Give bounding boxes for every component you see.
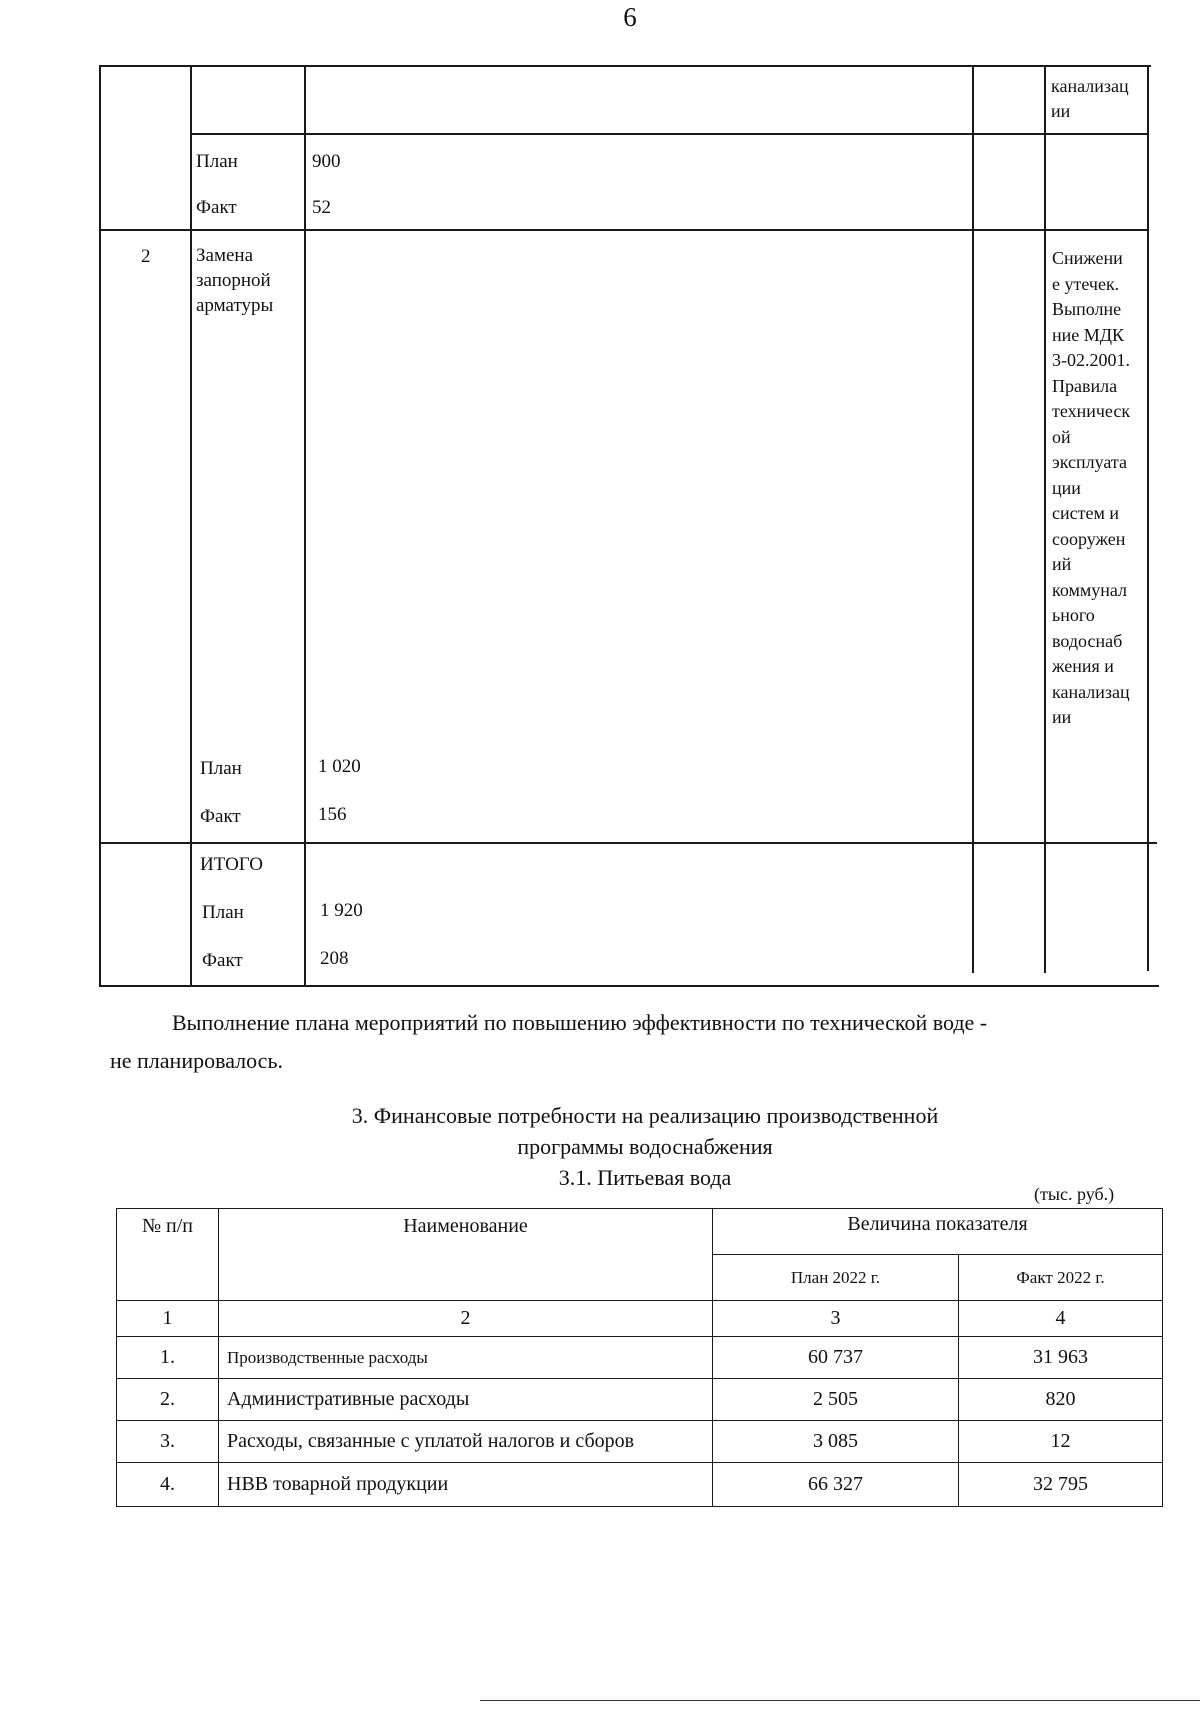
finance-table <box>116 1208 1163 1507</box>
note-line: ой <box>1052 426 1071 447</box>
table-col-divider <box>304 65 306 987</box>
row2-plan-label: План <box>200 758 242 779</box>
note-line: сооружен <box>1052 528 1126 549</box>
row2-fact-label: Факт <box>200 806 241 827</box>
note-line: эксплуата <box>1052 452 1127 472</box>
total-fact-value: 208 <box>320 948 349 969</box>
note-line: канализац <box>1052 681 1130 702</box>
note-line: ий <box>1052 554 1072 574</box>
table-border-left <box>99 65 101 987</box>
table-row-divider <box>99 842 1157 844</box>
total-label: ИТОГО <box>200 854 264 875</box>
column-number: 3 <box>713 1301 959 1337</box>
note-line: ии <box>1052 707 1072 727</box>
table-border-bottom <box>99 985 1159 987</box>
row-name: Производственные расходы <box>219 1337 713 1379</box>
table-row <box>117 1337 1163 1379</box>
row1-plan-value: 900 <box>312 151 341 172</box>
row-num: 1. <box>117 1337 219 1379</box>
finance-header-row <box>117 1209 1163 1255</box>
table-row <box>117 1421 1163 1463</box>
note-line: коммунал <box>1052 579 1128 600</box>
row-num: 2. <box>117 1379 219 1421</box>
row-plan: 66 327 <box>713 1463 959 1507</box>
table-border-top <box>99 65 1151 67</box>
note-line: ьного <box>1052 605 1095 625</box>
row-name: Расходы, связанные с уплатой налогов и сборов <box>219 1421 713 1463</box>
table-row-divider <box>190 133 1149 135</box>
note-line: Выполне <box>1052 299 1122 319</box>
row1-plan-label: План <box>196 151 238 172</box>
column-numbers-row <box>117 1301 1163 1337</box>
row2-number: 2 <box>141 246 151 267</box>
page-number: 6 <box>623 2 637 32</box>
section-heading-line1: 3. Финансовые потребности на реализацию производственной <box>351 1103 939 1128</box>
table-col-divider <box>190 65 192 987</box>
column-number: 1 <box>117 1301 219 1337</box>
total-plan-label: План <box>202 902 244 923</box>
header-name: Наименование <box>219 1209 713 1301</box>
header-num: № п/п <box>117 1209 219 1301</box>
row-num: 3. <box>117 1421 219 1463</box>
note-line: Правила <box>1052 375 1118 396</box>
header-plan: План 2022 г. <box>713 1255 959 1301</box>
column-number: 2 <box>219 1301 713 1337</box>
row2-fact-value: 156 <box>318 804 347 825</box>
row1-note: канализац ии <box>1051 76 1129 121</box>
units-label: (тыс. руб.) <box>1034 1184 1115 1204</box>
row-plan: 3 085 <box>713 1421 959 1463</box>
note-line: ние МДК <box>1052 324 1125 345</box>
row-fact: 31 963 <box>959 1337 1163 1379</box>
table-row <box>117 1463 1163 1507</box>
row1-fact-label: Факт <box>196 197 237 218</box>
note-line: водоснаб <box>1052 630 1123 651</box>
row-fact: 32 795 <box>959 1463 1163 1507</box>
note-line: е утечек. <box>1052 273 1120 294</box>
total-fact-label: Факт <box>202 950 243 971</box>
row-fact: 820 <box>959 1379 1163 1421</box>
note-line: ции <box>1052 477 1081 498</box>
technical-water-line2: не планировалось. <box>110 1048 283 1073</box>
section-heading-line2: программы водоснабжения <box>517 1134 773 1159</box>
row-num: 4. <box>117 1463 219 1507</box>
header-fact: Факт 2022 г. <box>959 1255 1163 1301</box>
row-plan: 60 737 <box>713 1337 959 1379</box>
note-line: техническ <box>1052 401 1131 421</box>
technical-water-line1: Выполнение плана мероприятий по повышению эффективности по технической воде - <box>172 1010 988 1035</box>
row-name: Административные расходы <box>219 1379 713 1421</box>
note-line: 3-02.2001. <box>1052 350 1130 370</box>
row2-name: Замена запорной арматуры <box>196 245 274 316</box>
table-col-divider <box>1044 65 1046 973</box>
total-plan-value: 1 920 <box>320 900 363 921</box>
row-plan: 2 505 <box>713 1379 959 1421</box>
row2-note <box>1052 246 1152 731</box>
row2-plan-value: 1 020 <box>318 756 361 777</box>
column-number: 4 <box>959 1301 1163 1337</box>
row1-fact-value: 52 <box>312 197 331 218</box>
table-col-divider <box>972 65 974 973</box>
note-line: жения и <box>1052 656 1114 676</box>
note-line: Снижени <box>1052 248 1123 268</box>
scan-artifact-line <box>480 1700 1200 1701</box>
table-row <box>117 1379 1163 1421</box>
row-fact: 12 <box>959 1421 1163 1463</box>
note-line: систем и <box>1052 503 1119 523</box>
header-value-group: Величина показателя <box>713 1209 1163 1255</box>
table-row-divider <box>99 229 1149 231</box>
row-name: НВВ товарной продукции <box>219 1463 713 1507</box>
subsection-heading: 3.1. Питьевая вода <box>558 1165 732 1190</box>
